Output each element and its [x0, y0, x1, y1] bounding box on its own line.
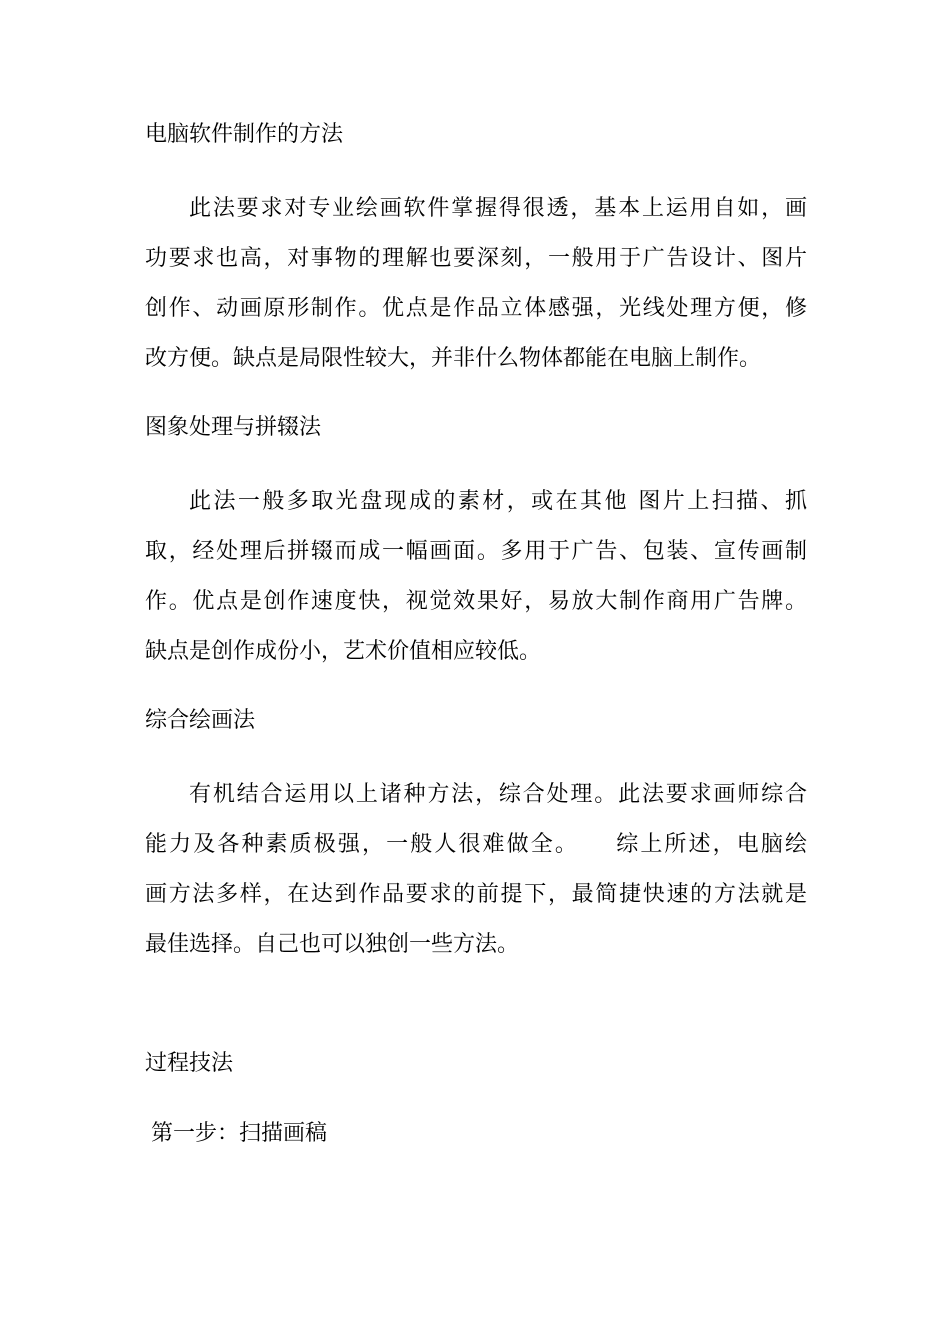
paragraph-line: 改方便。缺点是局限性较大，并非什么物体都能在电脑上制作。	[145, 346, 762, 371]
paragraph-image-processing	[145, 477, 807, 677]
paragraph-line: 此法要求对专业绘画软件掌握得很透，基本上运用自如，画	[189, 196, 807, 221]
step-heading: 第一步：扫描画稿	[151, 1121, 328, 1146]
paragraph-line: 功要求也高，对事物的理解也要深刻，一般用于广告设计、图片	[145, 246, 807, 271]
paragraph-line: 最佳选择。自己也可以独创一些方法。	[145, 932, 520, 957]
paragraph-line: 缺点是创作成份小，艺术价值相应较低。	[145, 639, 542, 664]
paragraph-line: 取，经处理后拼辍而成一幅画面。多用于广告、包装、宣传画制	[145, 539, 807, 564]
section-heading-software: 电脑软件制作的方法	[145, 122, 344, 147]
paragraph-line: 创作、动画原形制作。优点是作品立体感强，光线处理方便，修	[145, 296, 807, 321]
paragraph-line: 能力及各种素质极强，一般人很难做全。 综上所述，电脑绘	[145, 832, 807, 857]
paragraph-line: 作。优点是创作速度快，视觉效果好，易放大制作商用广告牌。	[145, 589, 807, 614]
paragraph-line: 此法一般多取光盘现成的素材，或在其他 图片上扫描、抓	[189, 489, 807, 514]
paragraph-line: 画方法多样，在达到作品要求的前提下，最简捷快速的方法就是	[145, 882, 807, 907]
section-heading-process: 过程技法	[145, 1051, 234, 1076]
section-heading-combined: 综合绘画法	[145, 708, 256, 733]
paragraph-line: 有机结合运用以上诸种方法，综合处理。此法要求画师综合	[189, 782, 807, 807]
paragraph-combined	[145, 770, 807, 970]
section-heading-image-processing: 图象处理与拼辍法	[145, 415, 322, 440]
paragraph-software	[145, 184, 807, 384]
